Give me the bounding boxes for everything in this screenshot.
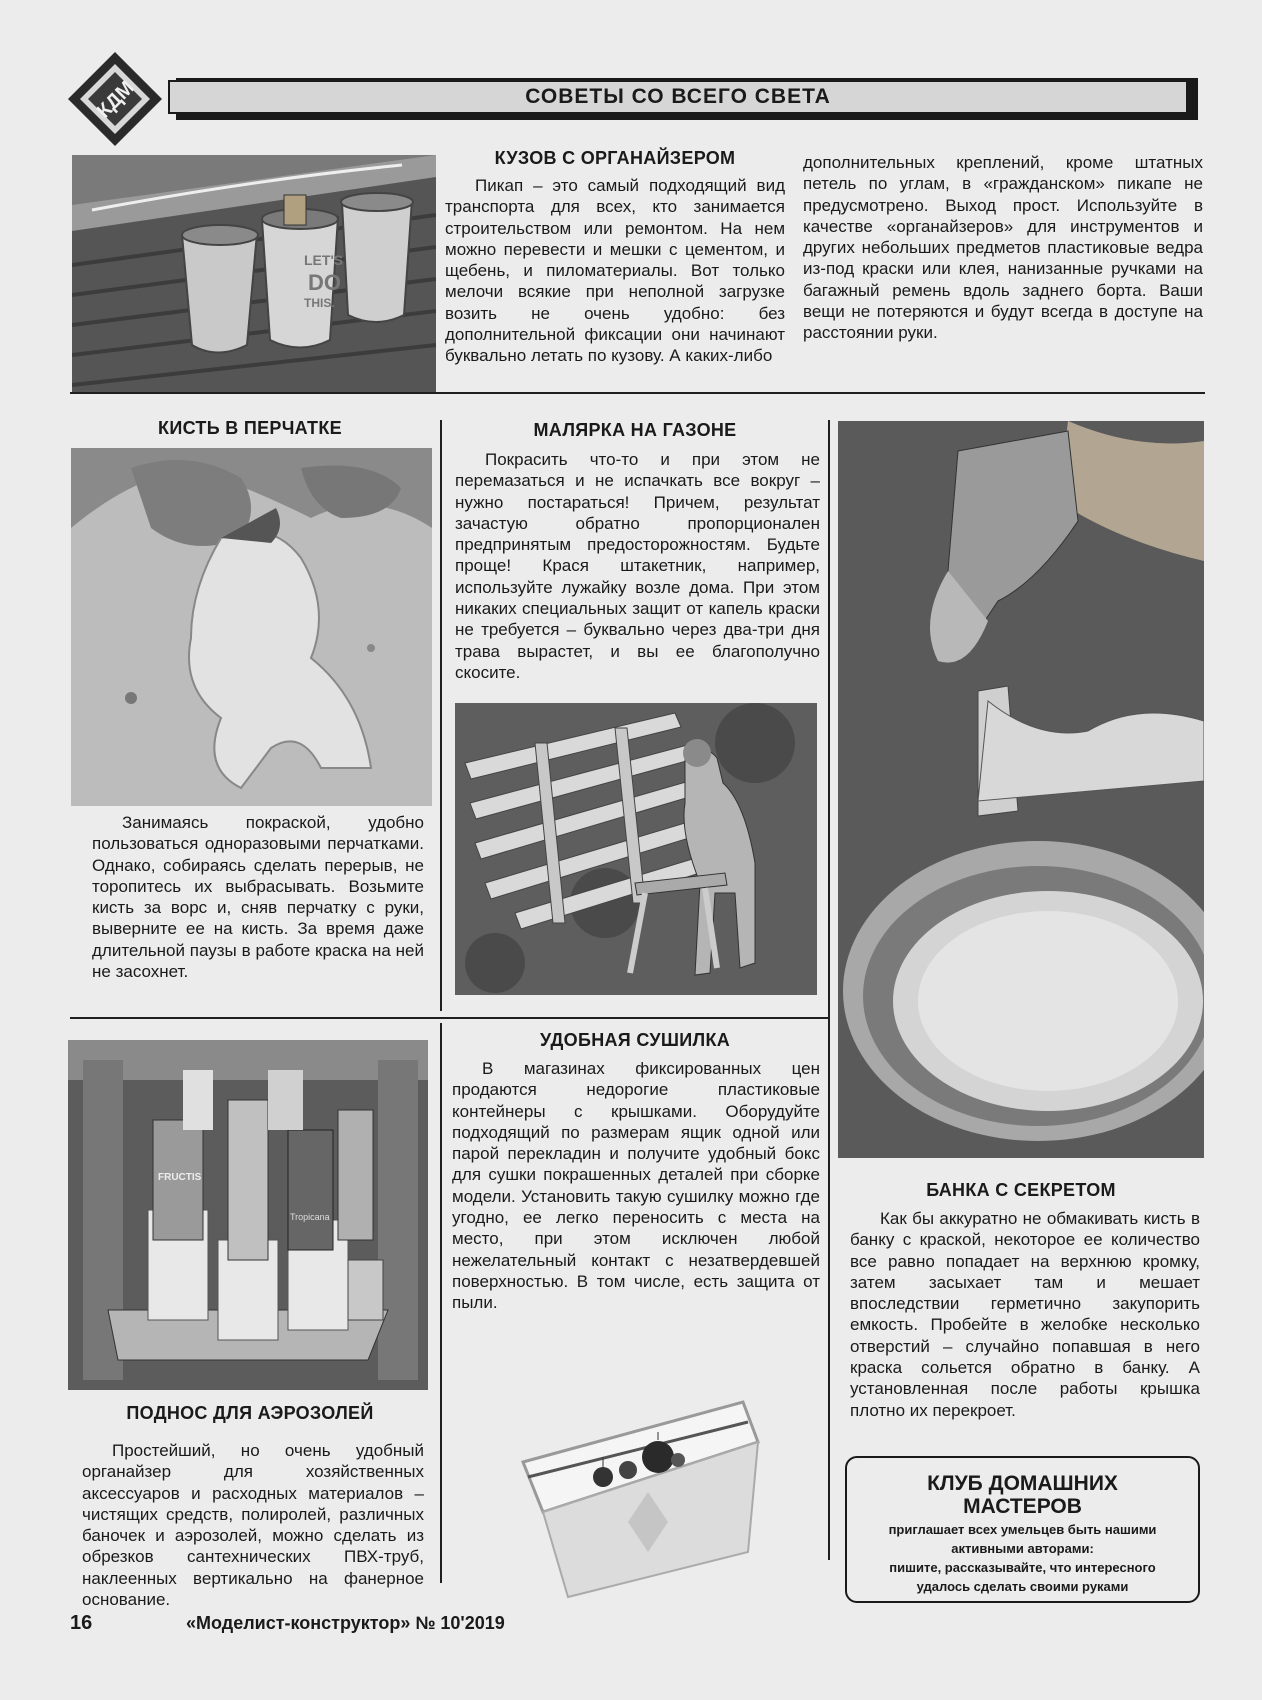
club-text-line-2: активными авторами:: [951, 1541, 1094, 1556]
club-promo-box: [845, 1456, 1200, 1603]
article-text-sushilka: [452, 1058, 820, 1314]
article-title-podnos: ПОДНОС ДЛЯ АЭРОЗОЛЕЙ: [126, 1403, 374, 1423]
drying-box-photo: [508, 1382, 768, 1607]
paragraph: Покрасить что-то и при этом не перемазаться и не испачкать все вокруг – нужно постараться! Причем, результат зачастую обратно пропорционален предпринятым предосторожностям. Будьте проще! Крася штакетник, например, используйте лужайку возле дома. При этом никаких специальных защит от капель краски не требуется – буквально через два-три дня трава вырастет, и вы ее благополучно скосите.: [455, 450, 820, 682]
article-text-kuzov-2: [803, 152, 1203, 344]
paragraph: В магазинах фиксированных цен продаются недорогие пластиковые контейнеры с крышками. Оборудуйте подходящий по размерам ящик одной или парой перекладин и получите удобный бокс для сушки покрашенных деталей при сборке модели. Установить такую сушилку можно где угодно, ее легко переносить с места на место, при этом исключен любой нежелательный контакт с незатвердевшей поверхностью. В том числе, есть защита от пыли.: [452, 1059, 820, 1313]
product-label-1: FRUCTIS: [158, 1172, 202, 1183]
article-text-podnos: [82, 1440, 424, 1610]
divider-vertical: [440, 420, 442, 1011]
paragraph: дополнительных креплений, кроме штатных петель по углам, в «гражданском» пикапе не предусмотрено. Выход прост. Используйте в качестве «органайзеров» для инструментов и других небольших предметов пластиковые ведра из-под краски или клея, нанизанные ручками на багажный ремень вдоль заднего борта. Ваши вещи не потеряются и будут всегда в доступе на расстоянии руки.: [803, 153, 1203, 343]
article-title-kuzov: КУЗОВ С ОРГАНАЙЗЕРОМ: [494, 148, 736, 168]
paragraph: Пикап – это самый подходящий вид транспорта для всех, кто занимается строительством или ремонтом. На нем можно перевести и мешки с цементом, и щебень, и пиломатериалы. Вот только мелочи всякие при неполной загрузке возить не очень удобно: без дополнительной фиксации они начинают буквально летать по кузову. А каких-либо: [445, 176, 785, 366]
club-text-line-4: удалось сделать своими руками: [916, 1579, 1129, 1594]
article-text-kist: [92, 812, 424, 982]
section-title: СОВЕТЫ СО ВСЕГО СВЕТА: [525, 85, 831, 108]
article-title-malyarka: МАЛЯРКА НА ГАЗОНЕ: [533, 420, 737, 440]
paragraph: Занимаясь покраской, удобно пользоваться одноразовыми перчатками. Однако, собираясь сделать перерыв, не торопитесь их выбрасывать. Возьмите кисть за ворс и, сняв перчатку с руки, выверните ее на кисть. За время даже длительной паузы в работе краска на ней не засохнет.: [92, 813, 424, 982]
divider-vertical: [828, 420, 830, 1560]
pickup-buckets-photo: [72, 155, 436, 393]
article-text-banka: [850, 1208, 1200, 1421]
article-title-banka: БАНКА С СЕКРЕТОМ: [926, 1180, 1116, 1200]
paragraph: Как бы аккуратно не обмакивать кисть в банку с краской, некоторое ее количество все равно попадает на верхнюю кромку, затем засыхает там и мешает впоследствии герметично закупорить емкость. Пробейте в желобке несколько отверстий – случайно попавшая в него краска сольется обратно в банку. А установленная после работы крышка плотно их перекроет.: [850, 1209, 1200, 1420]
club-text-line-1: приглашает всех умельцев быть нашими: [888, 1522, 1157, 1537]
magazine-issue: «Моделист-конструктор» № 10'2019: [186, 1613, 505, 1633]
bucket-text-1: LET'S: [304, 252, 344, 268]
paint-can-hammer-photo: [838, 421, 1204, 1158]
divider-horizontal: [70, 1017, 828, 1019]
divider-horizontal: [70, 392, 1205, 394]
article-text-kuzov-1: [445, 175, 785, 367]
club-title-line-1: КЛУБ ДОМАШНИХ: [927, 1472, 1118, 1495]
article-text-malyarka: [455, 449, 820, 683]
aerosol-tray-photo: [68, 1040, 428, 1390]
kdm-logo: [66, 50, 164, 148]
product-label-2: Tropicana: [290, 1212, 330, 1222]
page-number: 16: [70, 1612, 93, 1634]
club-title-line-2: МАСТЕРОВ: [963, 1495, 1082, 1518]
glove-brush-photo: [71, 448, 432, 806]
bucket-text-2: DO: [308, 270, 341, 295]
lawn-painting-photo: [455, 703, 817, 995]
club-text-line-3: пишите, рассказывайте, что интересного: [889, 1560, 1156, 1575]
article-title-sushilka: УДОБНАЯ СУШИЛКА: [539, 1030, 731, 1050]
divider-vertical: [440, 1023, 442, 1583]
article-title-kist: КИСТЬ В ПЕРЧАТКЕ: [158, 418, 342, 438]
logo-letters: КДМ: [92, 76, 139, 123]
paragraph: Простейший, но очень удобный органайзер для хозяйственных аксессуаров и расходных материалов – чистящих средств, полиролей, различных баночек и аэрозолей, можно сделать из обрезков сантехнических ПВХ-труб, наклеенных вертикально на фанерное основание.: [82, 1441, 424, 1610]
bucket-text-3: THIS.: [304, 296, 335, 310]
